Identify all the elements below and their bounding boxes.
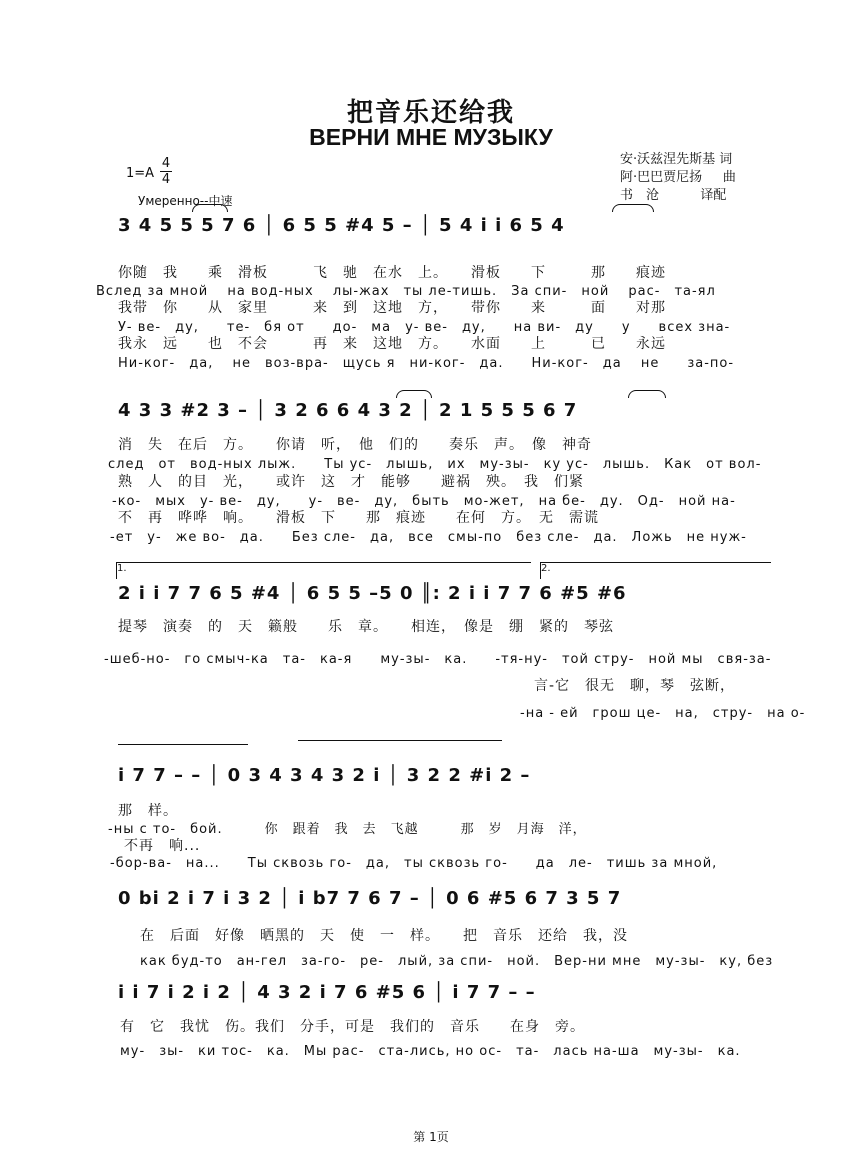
page-number: 第 1页 — [413, 1130, 449, 1144]
lyric-line: как буд-то ан-гел за-го- ре- лый, за спи- ной. Вер-ни мне му-зы- ку, без — [140, 954, 774, 969]
notation-row-6: i i 7 i 2 i 2 │ 4 3 2 i 7 6 #5 6 │ i 7 7 – – — [118, 982, 536, 1003]
lyric-line: 言-它 很无 聊，琴 弦断， — [534, 678, 736, 694]
tempo-marking: Умеренно--中速 — [138, 194, 233, 208]
volta-second-ending: 2. — [540, 562, 771, 579]
lyric-line: след от вод-ных лыж. Ты ус- лышь, их му-зы- ку ус- лышь. Как от вол- — [108, 457, 762, 472]
continuation-line — [298, 740, 502, 741]
title-chinese: 把音乐还给我 — [346, 98, 515, 128]
credit-composer: 阿·巴巴贾尼扬 曲 — [620, 170, 736, 185]
lyric-line: Ни-ког- да, не воз-вра- щусь я ни-ког- да. Ни-ког- да не за-по- — [118, 356, 735, 371]
notation-row-3: 2 i i 7 7 6 5 #4 │ 6 5 5 –5 0 ║: 2 i i 7 7 6 #5 #6 — [118, 583, 627, 604]
lyric-line: 提琴 演奏 的 天 籁般 乐 章。 相连， 像是 绷 紧的 琴弦 — [118, 619, 614, 635]
lyric-line: -ны с то- бой. 你 跟着 我 去 飞越 那 岁 月海 洋， — [108, 822, 587, 837]
lyric-line: 不再 响... — [124, 838, 201, 854]
lyric-line: 消 失 在后 方。 你请 听， 他 们的 奏乐 声。 像 神奇 — [118, 437, 592, 453]
lyric-line: -шеб-но- го смыч-ка та- ка-я му-зы- ка. -тя-ну- той стру- ной мы свя-за- — [104, 652, 772, 667]
continuation-line — [118, 744, 248, 745]
tie-mark — [396, 390, 432, 398]
credit-translator: 书 沧 译配 — [620, 188, 727, 203]
lyric-line: -на - ей грош це- на, стру- на о- — [520, 706, 806, 721]
lyric-line: му- зы- ки тос- ка. Мы рас- ста-лись, но ос- та- лась на-ша му-зы- ка. — [120, 1044, 741, 1059]
lyric-line: 那 样。 — [118, 803, 178, 819]
lyric-line: -ет у- же во- да. Без сле- да, все смы-по без сле- да. Ложь не нуж- — [110, 530, 747, 545]
notation-row-1: 3 4 5 5 5 7 6 │ 6 5 5 #4 5 – │ 5 4 i i 6 5 4 — [118, 215, 565, 236]
lyric-line: 我带 你 从 家里 来 到 这地 方， 带你 来 面 对那 — [118, 300, 666, 316]
lyric-line: 在 后面 好像 晒黑的 天 使 一 样。 把 音乐 还给 我，没 — [140, 928, 628, 944]
key-signature: 1=A — [126, 166, 155, 181]
tie-mark — [612, 204, 654, 212]
tie-mark — [192, 204, 228, 212]
time-signature: $\frac{4}{4}$ — [161, 156, 171, 187]
lyric-line: 不 再 哗哗 响。 滑板 下 那 痕迹 在何 方。 无 需谎 — [118, 510, 599, 526]
lyric-line: -бор-ва- на... Ты сквозь го- да, ты сквозь го- да ле- тишь за мной, — [110, 856, 718, 871]
lyric-line: 有 它 我忧 伤。我们 分手，可是 我们的 音乐 在身 旁。 — [120, 1019, 585, 1035]
lyric-line: У- ве- ду, те- бя от до- ма у- ве- ду, на ви- ду у всех зна- — [118, 320, 731, 335]
notation-row-2: 4 3 3 #2 3 – │ 3 2 6 6 4 3 2 │ 2 1 5 5 5 6 7 — [118, 400, 578, 421]
lyric-line: 你随 我 乘 滑板 飞 驰 在水 上。 滑板 下 那 痕迹 — [118, 265, 666, 281]
notation-row-5: 0 bi 2 i 7 i 3 2 │ i b7 7 6 7 – │ 0 6 #5 6 7 3 5 7 — [118, 888, 622, 909]
tie-mark — [628, 390, 666, 398]
lyric-line: Вслед за мной на вод-ных лы-жах ты ле-тишь. За спи- ной рас- та-ял — [96, 284, 716, 299]
notation-row-4: i 7 7 – – │ 0 3 4 3 4 3 2 i │ 3 2 2 #i 2 – — [118, 765, 531, 786]
volta-first-ending: 1. — [116, 562, 531, 579]
lyric-line: -ко- мых у- ве- ду, у- ве- ду, быть мо-жет, на бе- ду. Од- ной на- — [112, 494, 736, 509]
lyric-line: 我永 远 也 不会 再 来 这地 方。 水面 上 已 永远 — [118, 336, 666, 352]
title-russian: ВЕРНИ МНЕ МУЗЫКУ — [309, 124, 553, 150]
lyric-line: 熟 人 的目 光， 或许 这 才 能够 避祸 殃。 我 们紧 — [118, 474, 584, 490]
credit-lyricist: 安·沃兹涅先斯基 词 — [620, 152, 733, 167]
